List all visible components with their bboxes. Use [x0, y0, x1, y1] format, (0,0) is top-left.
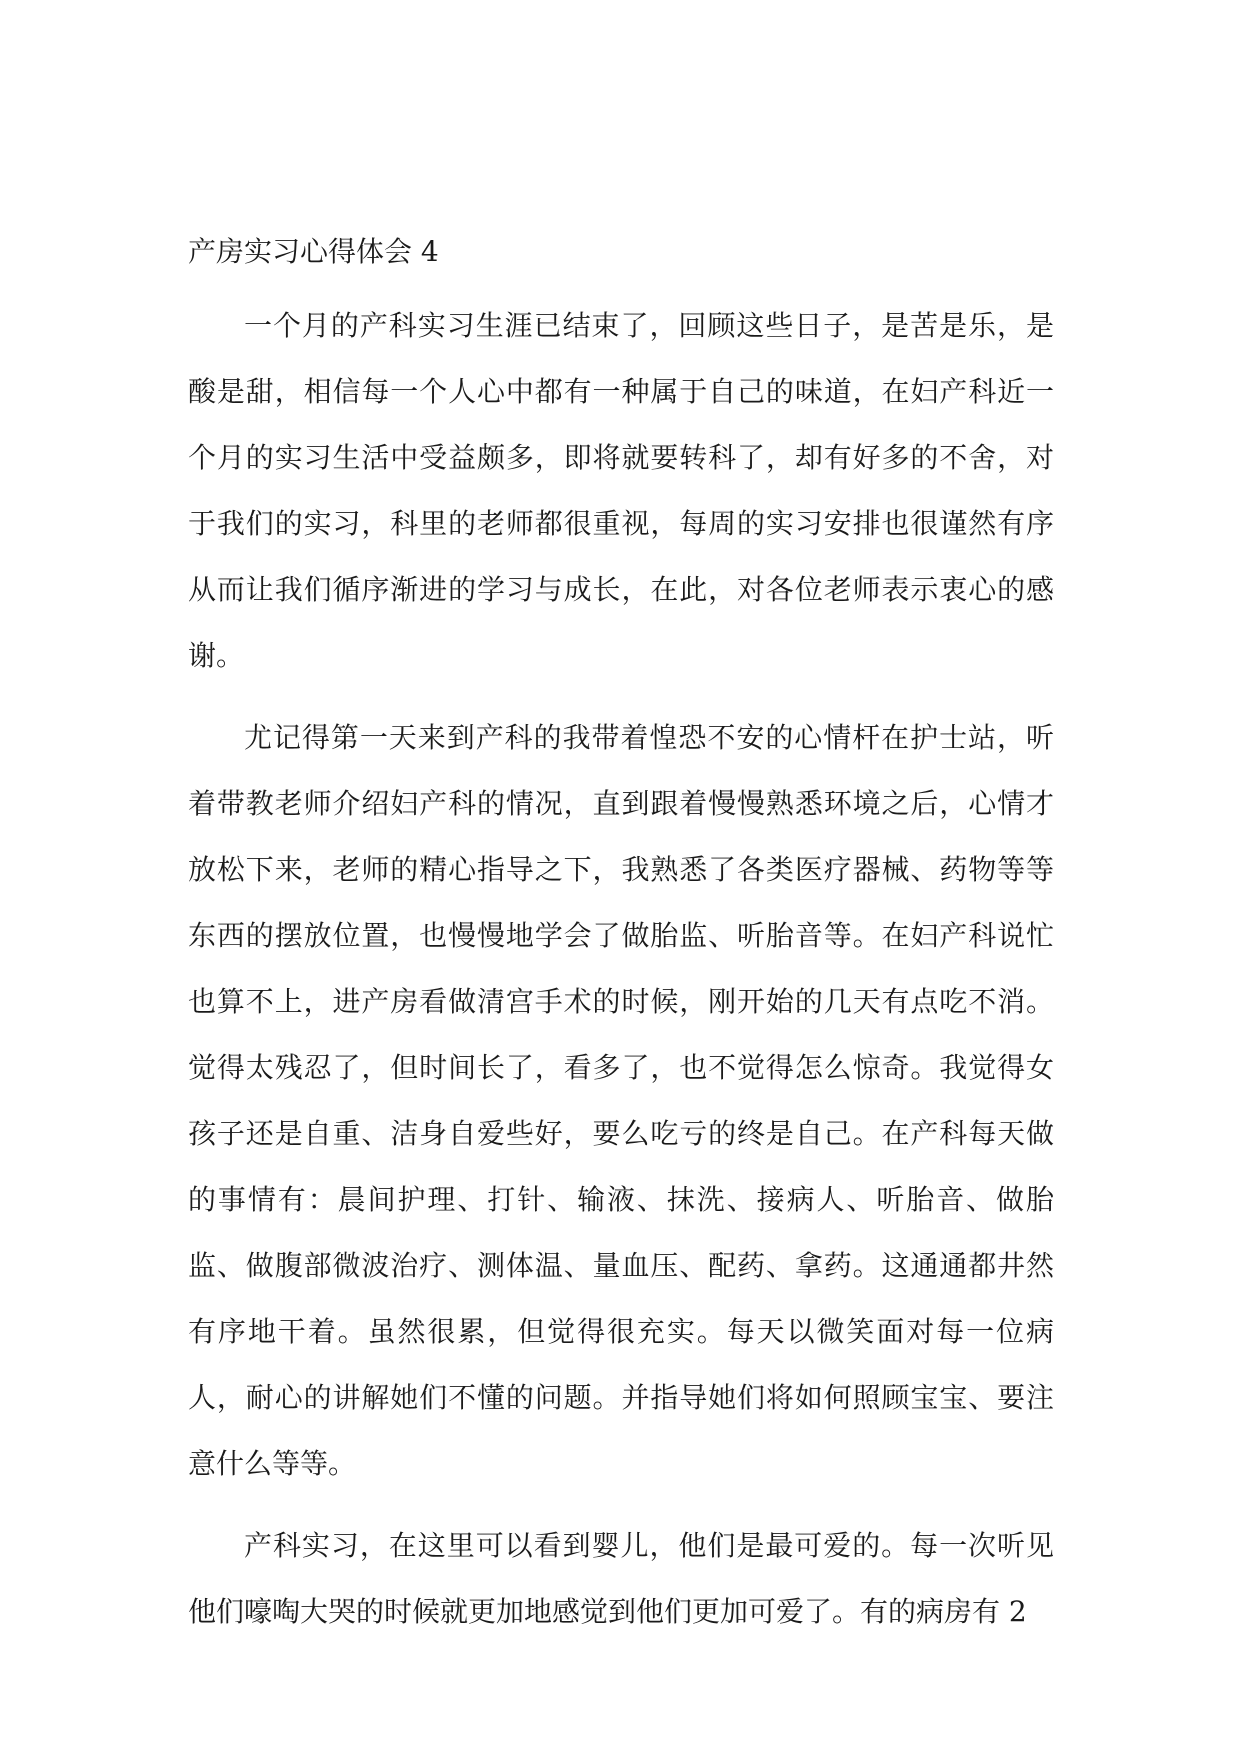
document-body	[188, 227, 1054, 1645]
paragraph-1: 一个月的产科实习生涯已结束了，回顾这些日子，是苦是乐，是酸是甜，相信每一个人心中都有一种属于自己的味道，在妇产科近一个月的实习生活中受益颇多，即将就要转科了，却有好多的不舍，对于我们的实习，科里的老师都很重视，每周的实习安排也很谨然有序从而让我们循序渐进的学习与成长，在此，对各位老师表示衷心的感谢。	[188, 309, 1054, 672]
document-title: 产房实习心得体会 4	[188, 235, 439, 268]
paragraph-2: 尤记得第一天来到产科的我带着惶恐不安的心情杆在护士站，听着带教老师介绍妇产科的情况，直到跟着慢慢熟悉环境之后，心情才放松下来，老师的精心指导之下，我熟悉了各类医疗器械、药物等等东西的摆放位置，也慢慢地学会了做胎监、听胎音等。在妇产科说忙也算不上，进产房看做清宫手术的时候，刚开始的几天有点吃不消。觉得太残忍了，但时间长了，看多了，也不觉得怎么惊奇。我觉得女孩子还是自重、洁身自爱些好，要么吃亏的终是自己。在产科每天做的事情有：晨间护理、打针、输液、抹洗、接病人、听胎音、做胎监、做腹部微波治疗、测体温、量血压、配药、拿药。这通通都井然有序地干着。虽然很累，但觉得很充实。每天以微笑面对每一位病人，耐心的讲解她们不懂的问题。并指导她们将如何照顾宝宝、要注意什么等等。	[188, 721, 1054, 1480]
paragraph-3: 产科实习，在这里可以看到婴儿，他们是最可爱的。每一次听见他们嚎啕大哭的时候就更加地感觉到他们更加可爱了。有的病房有 2	[188, 1529, 1054, 1628]
